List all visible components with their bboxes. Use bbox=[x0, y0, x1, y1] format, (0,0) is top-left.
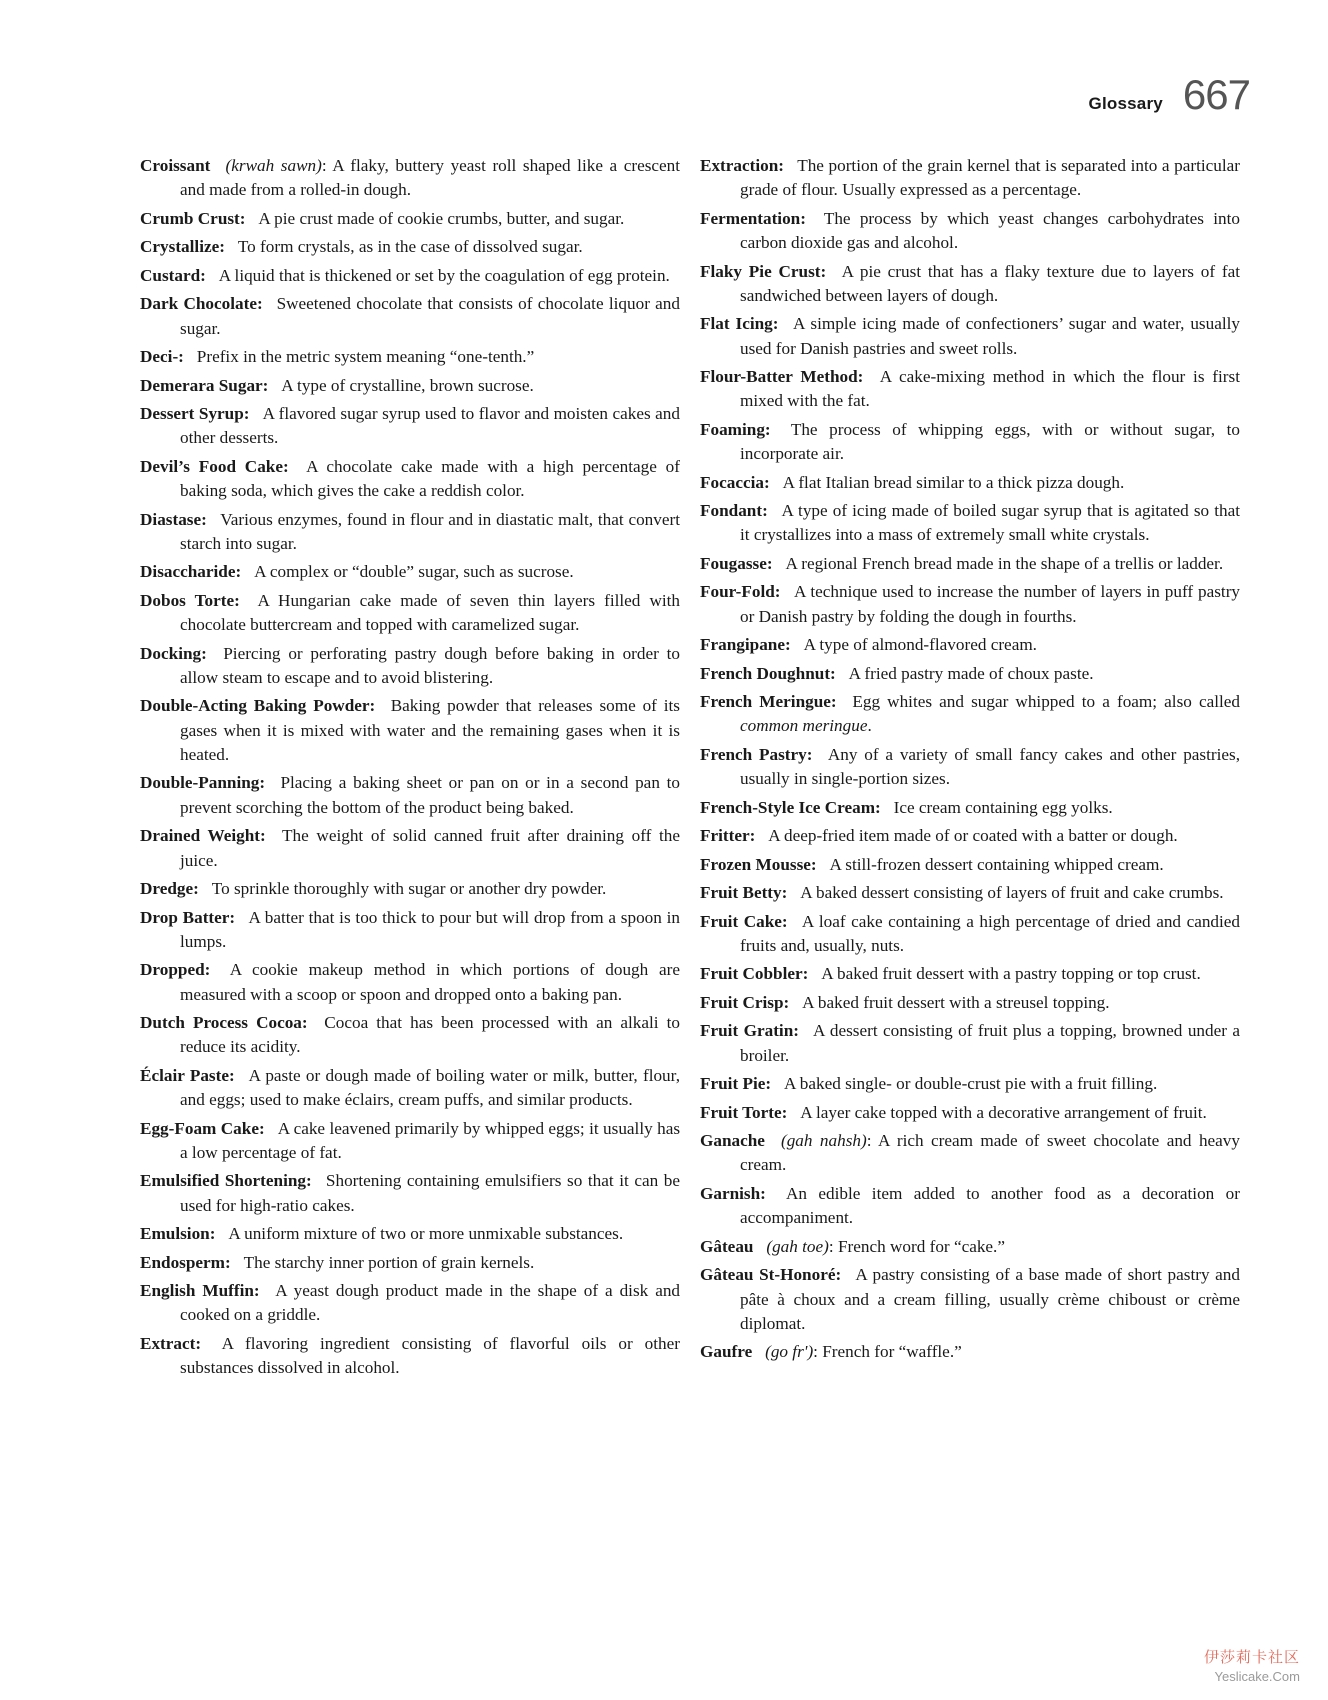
glossary-term: Dark Chocolate: bbox=[140, 294, 263, 314]
glossary-definition: A paste or dough made of boiling water or milk, butter, flour, and eggs; used to make éclairs, cream puffs, and similar products. bbox=[180, 1065, 680, 1110]
glossary-term: Frangipane: bbox=[700, 635, 791, 655]
glossary-definition: The portion of the grain kernel that is separated into a particular grade of flour. Usually expressed as a percentage. bbox=[740, 156, 1240, 200]
glossary-definition: : French word for “cake.” bbox=[828, 1236, 1005, 1256]
glossary-definition: A batter that is too thick to pour but will drop from a spoon in lumps. bbox=[180, 907, 680, 951]
glossary-entry bbox=[140, 1222, 680, 1246]
glossary-definition: A technique used to increase the number of layers in puff pastry or Danish pastry by folding the dough in fourths. bbox=[740, 582, 1241, 626]
glossary-term: Extract: bbox=[140, 1333, 202, 1353]
glossary-term: Dobos Torte: bbox=[140, 590, 240, 610]
glossary-term: Dropped: bbox=[140, 960, 211, 980]
glossary-definition: The weight of solid canned fruit after draining off the juice. bbox=[180, 826, 681, 870]
glossary-term: English Muffin: bbox=[140, 1281, 260, 1301]
glossary-definition: To form crystals, as in the case of dissolved sugar. bbox=[237, 237, 583, 257]
glossary-entry bbox=[140, 877, 680, 901]
glossary-definition: A pie crust that has a flaky texture due to layers of fat sandwiched between layers of dough. bbox=[740, 261, 1241, 305]
glossary-entry bbox=[700, 1072, 1240, 1096]
glossary-term: Crystallize: bbox=[140, 237, 225, 257]
glossary-entry bbox=[700, 962, 1240, 986]
glossary-entry bbox=[700, 365, 1240, 414]
glossary-definition: Ice cream containing egg yolks. bbox=[893, 797, 1113, 817]
glossary-term: Deci-: bbox=[140, 347, 184, 367]
glossary-term: Docking: bbox=[140, 643, 207, 663]
glossary-definition: : French for “waffle.” bbox=[813, 1342, 962, 1362]
glossary-term: Egg-Foam Cake: bbox=[140, 1118, 265, 1138]
glossary-entry bbox=[140, 1011, 680, 1060]
glossary-term: Crumb Crust: bbox=[140, 208, 246, 228]
glossary-definition: A pie crust made of cookie crumbs, butter, and sugar. bbox=[258, 208, 625, 228]
glossary-definition: A cake-mixing method in which the flour is first mixed with the fat. bbox=[740, 367, 1240, 411]
glossary-term: Drained Weight: bbox=[140, 826, 266, 846]
glossary-term: Dessert Syrup: bbox=[140, 403, 250, 423]
glossary-definition: An edible item added to another food as a decoration or accompaniment. bbox=[740, 1183, 1240, 1228]
glossary-entry bbox=[700, 471, 1240, 495]
glossary-definition: A uniform mixture of two or more unmixable substances. bbox=[228, 1224, 624, 1244]
glossary-term: Dredge: bbox=[140, 879, 199, 899]
glossary-column-right bbox=[700, 154, 1240, 1369]
glossary-entry bbox=[700, 690, 1240, 739]
glossary-definition: A baked single- or double-crust pie with a fruit filling. bbox=[784, 1074, 1158, 1094]
glossary-entry bbox=[700, 991, 1240, 1015]
glossary-pronunciation: (go fr') bbox=[765, 1342, 814, 1362]
glossary-definition: Any of a variety of small fancy cakes and other pastries, usually in single-portion sizes. bbox=[740, 744, 1240, 789]
glossary-entry bbox=[700, 1019, 1240, 1068]
glossary-term: Devil’s Food Cake: bbox=[140, 456, 289, 476]
glossary-entry bbox=[700, 796, 1240, 820]
glossary-pronunciation: common meringue bbox=[740, 716, 868, 736]
glossary-term: Focaccia: bbox=[700, 472, 770, 492]
glossary-definition: The process by which yeast changes carbohydrates into carbon dioxide gas and alcohol. bbox=[740, 208, 1241, 253]
glossary-entry bbox=[140, 1064, 680, 1113]
glossary-entry bbox=[700, 312, 1240, 361]
glossary-entry bbox=[700, 207, 1240, 256]
glossary-entry bbox=[700, 1340, 1240, 1364]
glossary-entry bbox=[140, 154, 680, 203]
glossary-entry bbox=[700, 260, 1240, 309]
glossary-definition: A loaf cake containing a high percentage of dried and candied fruits and, usually, nuts. bbox=[740, 911, 1241, 955]
glossary-definition: Prefix in the metric system meaning “one-tenth.” bbox=[196, 347, 535, 367]
glossary-entry bbox=[700, 633, 1240, 657]
glossary-definition: A liquid that is thickened or set by the coagulation of egg protein. bbox=[218, 265, 670, 285]
glossary-entry bbox=[140, 402, 680, 451]
glossary-term: Gaufre bbox=[700, 1342, 753, 1362]
glossary-entry bbox=[140, 455, 680, 504]
glossary-entry bbox=[700, 418, 1240, 467]
glossary-definition: Egg whites and sugar whipped to a foam; also called bbox=[852, 692, 1241, 712]
glossary-entry bbox=[700, 824, 1240, 848]
glossary-entry bbox=[140, 264, 680, 288]
glossary-term: Double-Panning: bbox=[140, 773, 266, 793]
glossary-term: Gâteau St-Honoré: bbox=[700, 1265, 842, 1285]
glossary-term: Fruit Crisp: bbox=[700, 992, 790, 1012]
glossary-entry bbox=[700, 580, 1240, 629]
glossary-definition: Sweetened chocolate that consists of chocolate liquor and sugar. bbox=[180, 294, 680, 338]
glossary-term: Foaming: bbox=[700, 419, 771, 439]
glossary-entry bbox=[700, 910, 1240, 959]
glossary-entry bbox=[140, 508, 680, 557]
glossary-definition: A still-frozen dessert containing whipped cream. bbox=[829, 854, 1164, 874]
glossary-term: Éclair Paste: bbox=[140, 1065, 235, 1085]
glossary-entry bbox=[700, 1263, 1240, 1336]
glossary-definition: A flavored sugar syrup used to flavor and moisten cakes and other desserts. bbox=[180, 403, 680, 448]
glossary-entry bbox=[140, 1279, 680, 1328]
glossary-term: Emulsified Shortening: bbox=[140, 1171, 312, 1191]
glossary-definition: Various enzymes, found in flour and in diastatic malt, that convert starch into sugar. bbox=[180, 509, 681, 553]
glossary-definition: A simple icing made of confectioners’ sugar and water, usually used for Danish pastries and sweet rolls. bbox=[740, 314, 1240, 358]
glossary-entry bbox=[140, 292, 680, 341]
glossary-pronunciation: (gah toe) bbox=[766, 1236, 829, 1256]
glossary-pronunciation: (krwah sawn) bbox=[225, 156, 322, 175]
glossary-definition: Piercing or perforating pastry dough before baking in order to allow steam to escape and to avoid blistering. bbox=[180, 643, 681, 687]
glossary-entry bbox=[140, 906, 680, 955]
watermark-text-en: Yeslicake.Com bbox=[1214, 1669, 1300, 1684]
glossary-term: Fruit Gratin: bbox=[700, 1021, 799, 1041]
glossary-term: Emulsion: bbox=[140, 1224, 216, 1244]
glossary-definition: To sprinkle thoroughly with sugar or another dry powder. bbox=[211, 879, 607, 899]
glossary-term: Dutch Process Cocoa: bbox=[140, 1013, 308, 1033]
glossary-entry bbox=[140, 560, 680, 584]
glossary-definition: A complex or “double” sugar, such as sucrose. bbox=[254, 562, 574, 582]
glossary-definition: A type of icing made of boiled sugar syrup that is agitated so that it crystallizes into a mass of extremely small white crystals. bbox=[740, 501, 1240, 545]
glossary-pronunciation: (gah nahsh) bbox=[780, 1131, 867, 1151]
glossary-term: French Pastry: bbox=[700, 744, 813, 764]
glossary-term: French Meringue: bbox=[700, 692, 837, 712]
glossary-term: French Doughnut: bbox=[700, 663, 836, 683]
glossary-column-left bbox=[140, 154, 680, 1385]
glossary-definition: : A rich cream made of sweet chocolate and heavy cream. bbox=[740, 1131, 1240, 1175]
glossary-definition: Baking powder that releases some of its gases when it is mixed with water and the remaining gases when it is heated. bbox=[180, 696, 680, 764]
glossary-definition: A fried pastry made of choux paste. bbox=[848, 663, 1094, 683]
glossary-entry bbox=[700, 853, 1240, 877]
glossary-term: Disaccharide: bbox=[140, 562, 242, 582]
glossary-term: Flat Icing: bbox=[700, 314, 779, 334]
glossary-entry bbox=[140, 1332, 680, 1381]
glossary-definition: A layer cake topped with a decorative arrangement of fruit. bbox=[800, 1102, 1207, 1122]
glossary-term: Ganache bbox=[700, 1131, 765, 1151]
glossary-entry bbox=[700, 881, 1240, 905]
glossary-term: Diastase: bbox=[140, 509, 207, 529]
glossary-term: Fritter: bbox=[700, 826, 756, 846]
watermark-text-cn: 伊莎莉卡社区 bbox=[1203, 1649, 1300, 1666]
glossary-term: Fougasse: bbox=[700, 553, 773, 573]
watermark bbox=[1204, 1646, 1300, 1684]
glossary-entry bbox=[140, 1117, 680, 1166]
glossary-definition: . bbox=[867, 716, 872, 736]
glossary-entry bbox=[700, 743, 1240, 792]
page-number: 667 bbox=[1182, 71, 1250, 118]
glossary-definition: : A flaky, buttery yeast roll shaped like a crescent and made from a rolled-in dough. bbox=[180, 156, 681, 200]
glossary-entry bbox=[700, 1182, 1240, 1231]
section-title: Glossary bbox=[1088, 94, 1163, 113]
glossary-definition: A baked fruit dessert with a pastry topping or top crust. bbox=[821, 964, 1201, 984]
glossary-entry bbox=[140, 694, 680, 767]
glossary-definition: A pastry consisting of a base made of short pastry and pâte à choux and a cream filling, usually crème chiboust or crème diplomat. bbox=[740, 1265, 1240, 1333]
glossary-entry bbox=[140, 824, 680, 873]
glossary-term: Frozen Mousse: bbox=[700, 854, 817, 874]
glossary-term: Fermentation: bbox=[700, 208, 806, 228]
glossary-definition: A flavoring ingredient consisting of flavorful oils or other substances dissolved in alcohol. bbox=[180, 1333, 680, 1378]
glossary-entry bbox=[140, 1251, 680, 1275]
glossary-definition: A dessert consisting of fruit plus a topping, browned under a broiler. bbox=[740, 1021, 1240, 1065]
glossary-entry bbox=[140, 345, 680, 369]
glossary-entry bbox=[140, 235, 680, 259]
glossary-definition: The process of whipping eggs, with or without sugar, to incorporate air. bbox=[740, 419, 1241, 464]
glossary-definition: A flat Italian bread similar to a thick pizza dough. bbox=[782, 472, 1125, 492]
glossary-term: Fruit Pie: bbox=[700, 1074, 772, 1094]
glossary-entry bbox=[140, 374, 680, 398]
glossary-term: Custard: bbox=[140, 265, 206, 285]
glossary-entry bbox=[700, 662, 1240, 686]
glossary-definition: A cookie makeup method in which portions of dough are measured with a scoop or spoon and dropped onto a baking pan. bbox=[180, 960, 681, 1004]
glossary-definition: A Hungarian cake made of seven thin layers filled with chocolate buttercream and topped with caramelized sugar. bbox=[180, 590, 681, 635]
glossary-entry bbox=[140, 207, 680, 231]
glossary-term: Fruit Betty: bbox=[700, 883, 788, 903]
glossary-entry bbox=[140, 958, 680, 1007]
glossary-term: Flaky Pie Crust: bbox=[700, 261, 827, 281]
glossary-term: Extraction: bbox=[700, 156, 785, 175]
glossary-term: Double-Acting Baking Powder: bbox=[140, 696, 376, 716]
glossary-term: Fondant: bbox=[700, 501, 768, 521]
glossary-entry bbox=[700, 1235, 1240, 1259]
glossary-entry bbox=[700, 499, 1240, 548]
glossary-entry bbox=[700, 552, 1240, 576]
glossary-definition: Placing a baking sheet or pan on or in a second pan to prevent scorching the bottom of the product being baked. bbox=[180, 773, 681, 817]
glossary-entry bbox=[140, 771, 680, 820]
glossary-term: Garnish: bbox=[700, 1183, 766, 1203]
running-header bbox=[1088, 71, 1250, 118]
glossary-definition: Cocoa that has been processed with an alkali to reduce its acidity. bbox=[180, 1013, 680, 1057]
glossary-entry bbox=[700, 154, 1240, 203]
glossary-term: Fruit Cobbler: bbox=[700, 964, 809, 984]
glossary-term: French-Style Ice Cream: bbox=[700, 797, 881, 817]
glossary-definition: A deep-fried item made of or coated with a batter or dough. bbox=[768, 826, 1178, 846]
glossary-definition: A cake leavened primarily by whipped eggs; it usually has a low percentage of fat. bbox=[180, 1118, 681, 1162]
glossary-term: Gâteau bbox=[700, 1236, 754, 1256]
glossary-term: Four-Fold: bbox=[700, 582, 781, 602]
glossary-entry bbox=[140, 589, 680, 638]
glossary-term: Flour-Batter Method: bbox=[700, 367, 864, 387]
glossary-term: Croissant bbox=[140, 156, 211, 175]
glossary-entry bbox=[140, 1169, 680, 1218]
glossary-entry bbox=[140, 642, 680, 691]
glossary-definition: A baked dessert consisting of layers of fruit and cake crumbs. bbox=[800, 883, 1224, 903]
glossary-definition: The starchy inner portion of grain kernels. bbox=[243, 1252, 535, 1272]
glossary-term: Fruit Torte: bbox=[700, 1102, 788, 1122]
glossary-definition: A type of crystalline, brown sucrose. bbox=[281, 375, 534, 395]
glossary-entry bbox=[700, 1129, 1240, 1178]
glossary-definition: A type of almond-flavored cream. bbox=[803, 635, 1037, 655]
glossary-term: Demerara Sugar: bbox=[140, 375, 269, 395]
glossary-definition: A chocolate cake made with a high percentage of baking soda, which gives the cake a reddish color. bbox=[180, 456, 681, 501]
glossary-term: Endosperm: bbox=[140, 1252, 231, 1272]
glossary-entry bbox=[700, 1101, 1240, 1125]
glossary-term: Drop Batter: bbox=[140, 907, 236, 927]
glossary-term: Fruit Cake: bbox=[700, 911, 788, 931]
glossary-definition: A yeast dough product made in the shape of a disk and cooked on a griddle. bbox=[180, 1281, 681, 1325]
glossary-definition: Shortening containing emulsifiers so that it can be used for high-ratio cakes. bbox=[180, 1171, 680, 1215]
glossary-definition: A baked fruit dessert with a streusel topping. bbox=[802, 992, 1110, 1012]
glossary-definition: A regional French bread made in the shape of a trellis or ladder. bbox=[785, 553, 1224, 573]
